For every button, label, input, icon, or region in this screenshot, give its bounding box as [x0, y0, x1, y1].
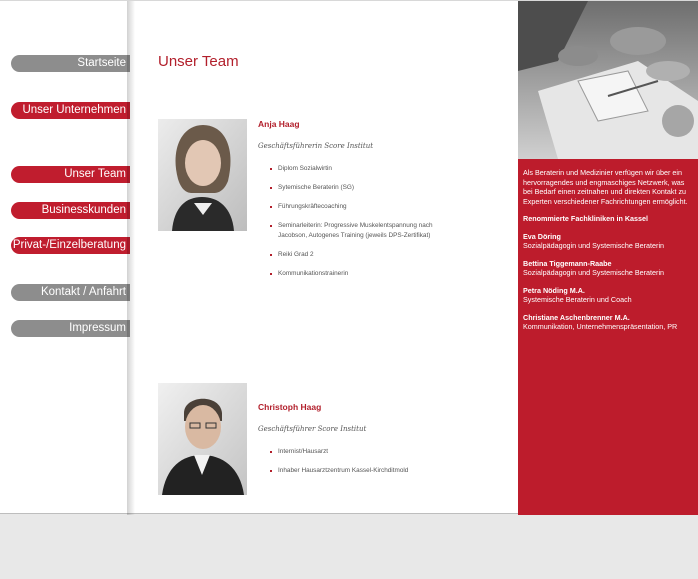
expert-description: Kommunikation, Unternehmenspräsentation, PR	[523, 322, 678, 331]
nav-impressum[interactable]: Impressum	[11, 320, 130, 337]
expert-name: Petra Nöding M.A.	[523, 285, 585, 295]
list-item: Inhaber Hausarztzentrum Kassel-Kirchditmold	[278, 466, 478, 476]
expert-entry	[523, 232, 695, 251]
member-photo-anja-haag	[158, 119, 247, 231]
list-item: Seminarleiterin: Progressive Muskelentspannung nach Jacobson, Autogenes Training (jeweils DPS-Zertifikat)	[278, 221, 458, 241]
member-qualifications	[278, 447, 478, 476]
nav-unser-unternehmen[interactable]: Unser Unternehmen	[11, 102, 130, 119]
nav-unser-team[interactable]: Unser Team	[11, 166, 130, 183]
nav-startseite[interactable]: Startseite	[11, 55, 130, 72]
expert-description: Sozialpädagogin und Systemische Beraterin	[523, 241, 665, 250]
list-item: Internist/Hausarzt	[278, 447, 478, 457]
list-item: Diplom Sozialwirtin	[278, 164, 478, 174]
member-name: Anja Haag	[258, 119, 300, 129]
nav-shadow	[127, 1, 135, 515]
member-photo-christoph-haag	[158, 383, 247, 495]
expert-description: Sozialpädagogin und Systemische Beraterin	[523, 268, 665, 277]
list-item: Reiki Grad 2	[278, 250, 478, 260]
member-name: Christoph Haag	[258, 402, 322, 412]
network-intro: Als Beraterin und Medizinier verfügen wir über ein hervorragendes und engmaschiges Netzwerk, was bei Bedarf einen zeitnahen und direkten Kontakt zu Experten verschiedener Fachrichtungen ermöglicht.	[523, 168, 688, 206]
nav-kontakt-anfahrt[interactable]: Kontakt / Anfahrt	[11, 284, 130, 301]
expert-name: Bettina Tiggemann-Raabe	[523, 258, 612, 268]
clinics-heading: Renommierte Fachkliniken in Kassel	[523, 214, 649, 223]
expert-description: Systemische Beraterin und Coach	[523, 295, 632, 304]
network-text	[523, 168, 695, 340]
expert-entry	[523, 259, 695, 278]
main-content	[135, 1, 518, 515]
member-role: Geschäftsführer Score Institut	[258, 425, 367, 433]
member-role: Geschäftsführerin Score Institut	[258, 142, 374, 150]
expert-name: Eva Döring	[523, 231, 561, 241]
expert-name: Christiane Aschenbrenner M.A.	[523, 312, 630, 322]
nav-businesskunden[interactable]: Businesskunden	[11, 202, 130, 219]
page-title: Unser Team	[158, 53, 239, 70]
nav-privat-einzelberatung[interactable]: Privat-/Einzelberatung	[11, 237, 130, 254]
list-item: Kommunikationstrainerin	[278, 269, 478, 279]
main-navigation	[0, 1, 130, 515]
list-item: Führungskräftecoaching	[278, 202, 478, 212]
expert-entry	[523, 286, 695, 305]
header-photo-meeting	[518, 1, 698, 159]
list-item: Sytemische Beraterin (SG)	[278, 183, 478, 193]
member-qualifications	[278, 164, 478, 279]
sidebar-network	[518, 1, 698, 515]
expert-entry	[523, 313, 695, 332]
